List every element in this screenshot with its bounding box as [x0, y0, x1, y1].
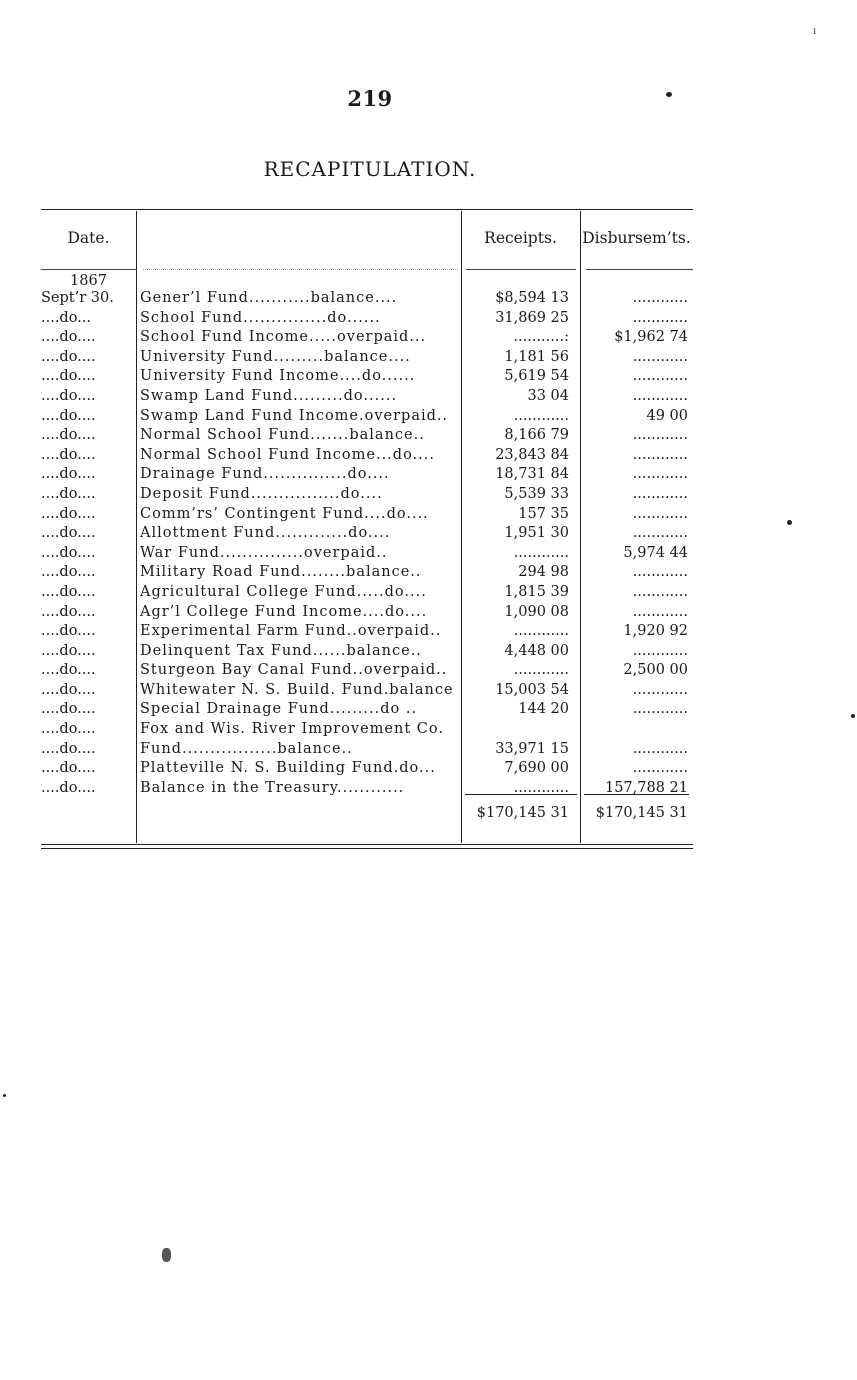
- table-row: [41, 387, 693, 407]
- row-date: ....do....: [41, 779, 96, 796]
- header-receipts: Receipts.: [484, 229, 557, 247]
- row-disbursements: ............: [632, 309, 688, 326]
- scan-mark: [666, 92, 672, 97]
- row-receipts: 1,815 39: [504, 583, 569, 600]
- row-disbursements: ............: [632, 760, 688, 777]
- header-date: Date.: [67, 229, 110, 247]
- row-receipts: 157 35: [518, 505, 569, 522]
- table-row: [41, 289, 693, 309]
- row-receipts: 23,843 84: [495, 446, 569, 463]
- row-description: Agr’l College Fund Income....do....: [140, 603, 428, 620]
- row-disbursements: 2,500 00: [623, 662, 688, 679]
- row-disbursements: ............: [632, 525, 688, 542]
- table-row: [41, 759, 693, 779]
- row-receipts: ............: [513, 779, 569, 796]
- row-description: Gener’l Fund...........balance....: [140, 290, 398, 306]
- row-description: Military Road Fund........balance..: [140, 564, 422, 581]
- table-row: [41, 681, 693, 701]
- scan-mark: [787, 520, 792, 525]
- page-number: 219: [347, 86, 393, 111]
- row-disbursements: $1,962 74: [614, 329, 688, 346]
- row-date: ....do....: [41, 466, 96, 483]
- row-description: Whitewater N. S. Build. Fund.balance: [140, 681, 454, 698]
- row-receipts: ............: [513, 623, 569, 640]
- scan-mark: [162, 1248, 171, 1262]
- row-date: ....do....: [41, 387, 96, 404]
- row-date: ....do....: [41, 740, 96, 757]
- table-bottom-rule: [41, 844, 693, 849]
- row-description: Normal School Fund.......balance..: [140, 427, 425, 444]
- row-disbursements: ............: [632, 603, 688, 620]
- row-receipts: 294 98: [518, 564, 569, 581]
- table-row: [41, 407, 693, 427]
- total-disbursements: $170,145 31: [595, 805, 688, 821]
- row-description: Normal School Fund Income...do....: [140, 446, 435, 463]
- table-row: [41, 563, 693, 583]
- table-row: [41, 720, 693, 740]
- header-rule: [41, 269, 136, 270]
- row-disbursements: ............: [632, 290, 688, 306]
- row-description: Fox and Wis. River Improvement Co.: [140, 721, 444, 738]
- row-receipts: 8,166 79: [504, 427, 569, 444]
- row-receipts: 33,971 15: [495, 740, 569, 757]
- table-body: [41, 289, 693, 798]
- row-description: Special Drainage Fund.........do ..: [140, 701, 418, 718]
- row-disbursements: ............: [632, 740, 688, 757]
- row-date: ....do....: [41, 603, 96, 620]
- row-disbursements: ............: [632, 466, 688, 483]
- row-receipts: 5,539 33: [504, 485, 569, 502]
- table-row: [41, 779, 693, 799]
- row-receipts: ............: [513, 544, 569, 561]
- row-receipts: 1,181 56: [504, 348, 569, 365]
- table-row: [41, 367, 693, 387]
- row-disbursements: ............: [632, 348, 688, 365]
- row-receipts: 33 04: [527, 387, 569, 404]
- row-date: ....do....: [41, 485, 96, 502]
- table-row: [41, 348, 693, 368]
- row-date: ....do....: [41, 623, 96, 640]
- row-date: ....do....: [41, 427, 96, 444]
- row-receipts: 15,003 54: [495, 681, 569, 698]
- row-receipts: ............: [513, 407, 569, 424]
- row-disbursements: 5,974 44: [623, 544, 688, 561]
- row-date: ....do....: [41, 329, 96, 346]
- table-row: [41, 622, 693, 642]
- header-rule: [586, 269, 693, 270]
- table-row: [41, 740, 693, 760]
- row-date: ....do....: [41, 681, 96, 698]
- row-receipts: 1,951 30: [504, 525, 569, 542]
- row-disbursements: ............: [632, 583, 688, 600]
- row-description: Delinquent Tax Fund......balance..: [140, 642, 422, 659]
- row-description: School Fund Income.....overpaid...: [140, 329, 427, 346]
- total-rule: [584, 794, 689, 795]
- year-label: 1867: [70, 273, 107, 289]
- row-receipts: 144 20: [518, 701, 569, 718]
- table-row: [41, 524, 693, 544]
- row-description: Deposit Fund................do....: [140, 485, 383, 502]
- row-receipts: 5,619 54: [504, 368, 569, 385]
- row-disbursements: ............: [632, 368, 688, 385]
- table-row: [41, 328, 693, 348]
- row-description: Comm’rs’ Contingent Fund....do....: [140, 505, 429, 522]
- table-row: [41, 426, 693, 446]
- table-row: [41, 642, 693, 662]
- row-description: Fund.................balance..: [140, 740, 353, 757]
- row-description: Experimental Farm Fund..overpaid..: [140, 623, 442, 640]
- row-description: Platteville N. S. Building Fund.do...: [140, 760, 436, 777]
- row-disbursements: ............: [632, 446, 688, 463]
- table-row: [41, 544, 693, 564]
- scan-mark: ı: [813, 26, 817, 37]
- row-disbursements: ............: [632, 505, 688, 522]
- row-date: ....do....: [41, 348, 96, 365]
- row-description: School Fund...............do......: [140, 309, 381, 326]
- table-row: [41, 661, 693, 681]
- table-row: [41, 309, 693, 329]
- row-disbursements: ............: [632, 485, 688, 502]
- row-receipts: 7,690 00: [504, 760, 569, 777]
- row-date: ....do....: [41, 701, 96, 718]
- table-row: [41, 583, 693, 603]
- table-row: [41, 700, 693, 720]
- scan-mark: [851, 714, 855, 718]
- table-row: [41, 505, 693, 525]
- row-receipts: ............: [513, 662, 569, 679]
- row-description: Agricultural College Fund.....do....: [140, 583, 427, 600]
- row-date: ....do....: [41, 642, 96, 659]
- row-description: Drainage Fund...............do....: [140, 466, 390, 483]
- row-date: ....do....: [41, 662, 96, 679]
- row-date: ....do....: [41, 407, 96, 424]
- scan-mark: [3, 1094, 6, 1097]
- row-date: ....do....: [41, 583, 96, 600]
- table-row: [41, 485, 693, 505]
- row-disbursements: ............: [632, 427, 688, 444]
- row-description: Sturgeon Bay Canal Fund..overpaid..: [140, 662, 448, 679]
- row-date: ....do....: [41, 760, 96, 777]
- row-description: University Fund Income....do......: [140, 368, 416, 385]
- total-rule: [465, 794, 577, 795]
- table-row: [41, 603, 693, 623]
- row-date: ....do....: [41, 564, 96, 581]
- row-receipts: 1,090 08: [504, 603, 569, 620]
- row-disbursements: 157,788 21: [604, 779, 688, 796]
- page-title: RECAPITULATION.: [263, 157, 477, 181]
- row-description: Swamp Land Fund.........do......: [140, 387, 398, 404]
- row-disbursements: 1,920 92: [623, 623, 688, 640]
- row-date: ....do....: [41, 368, 96, 385]
- header-rule: [143, 269, 458, 270]
- table-row: [41, 465, 693, 485]
- row-disbursements: 49 00: [646, 407, 688, 424]
- row-receipts: 4,448 00: [504, 642, 569, 659]
- header-rule: [466, 269, 576, 270]
- row-receipts: ...........:: [513, 329, 569, 346]
- recapitulation-table: [41, 209, 693, 849]
- table-row: [41, 446, 693, 466]
- row-disbursements: ............: [632, 701, 688, 718]
- row-date: Sept’r 30.: [41, 290, 114, 306]
- row-date: ....do...: [41, 309, 92, 326]
- total-receipts: $170,145 31: [476, 805, 569, 821]
- header-disbursements: Disbursem’ts.: [582, 229, 691, 247]
- row-disbursements: ............: [632, 681, 688, 698]
- row-description: Allottment Fund.............do....: [140, 525, 391, 542]
- row-date: ....do....: [41, 446, 96, 463]
- row-date: ....do....: [41, 505, 96, 522]
- row-description: Swamp Land Fund Income.overpaid..: [140, 407, 449, 424]
- row-receipts: 18,731 84: [495, 466, 569, 483]
- row-disbursements: ............: [632, 387, 688, 404]
- totals-row: [41, 805, 693, 825]
- row-description: Balance in the Treasury............: [140, 779, 405, 796]
- row-description: War Fund...............overpaid..: [140, 544, 388, 561]
- row-date: ....do....: [41, 525, 96, 542]
- row-disbursements: ............: [632, 642, 688, 659]
- row-receipts: $8,594 13: [495, 290, 569, 306]
- row-description: University Fund.........balance....: [140, 348, 411, 365]
- table-top-rule: [41, 209, 693, 210]
- row-date: ....do....: [41, 721, 96, 738]
- row-receipts: 31,869 25: [495, 309, 569, 326]
- row-date: ....do....: [41, 544, 96, 561]
- row-disbursements: ............: [632, 564, 688, 581]
